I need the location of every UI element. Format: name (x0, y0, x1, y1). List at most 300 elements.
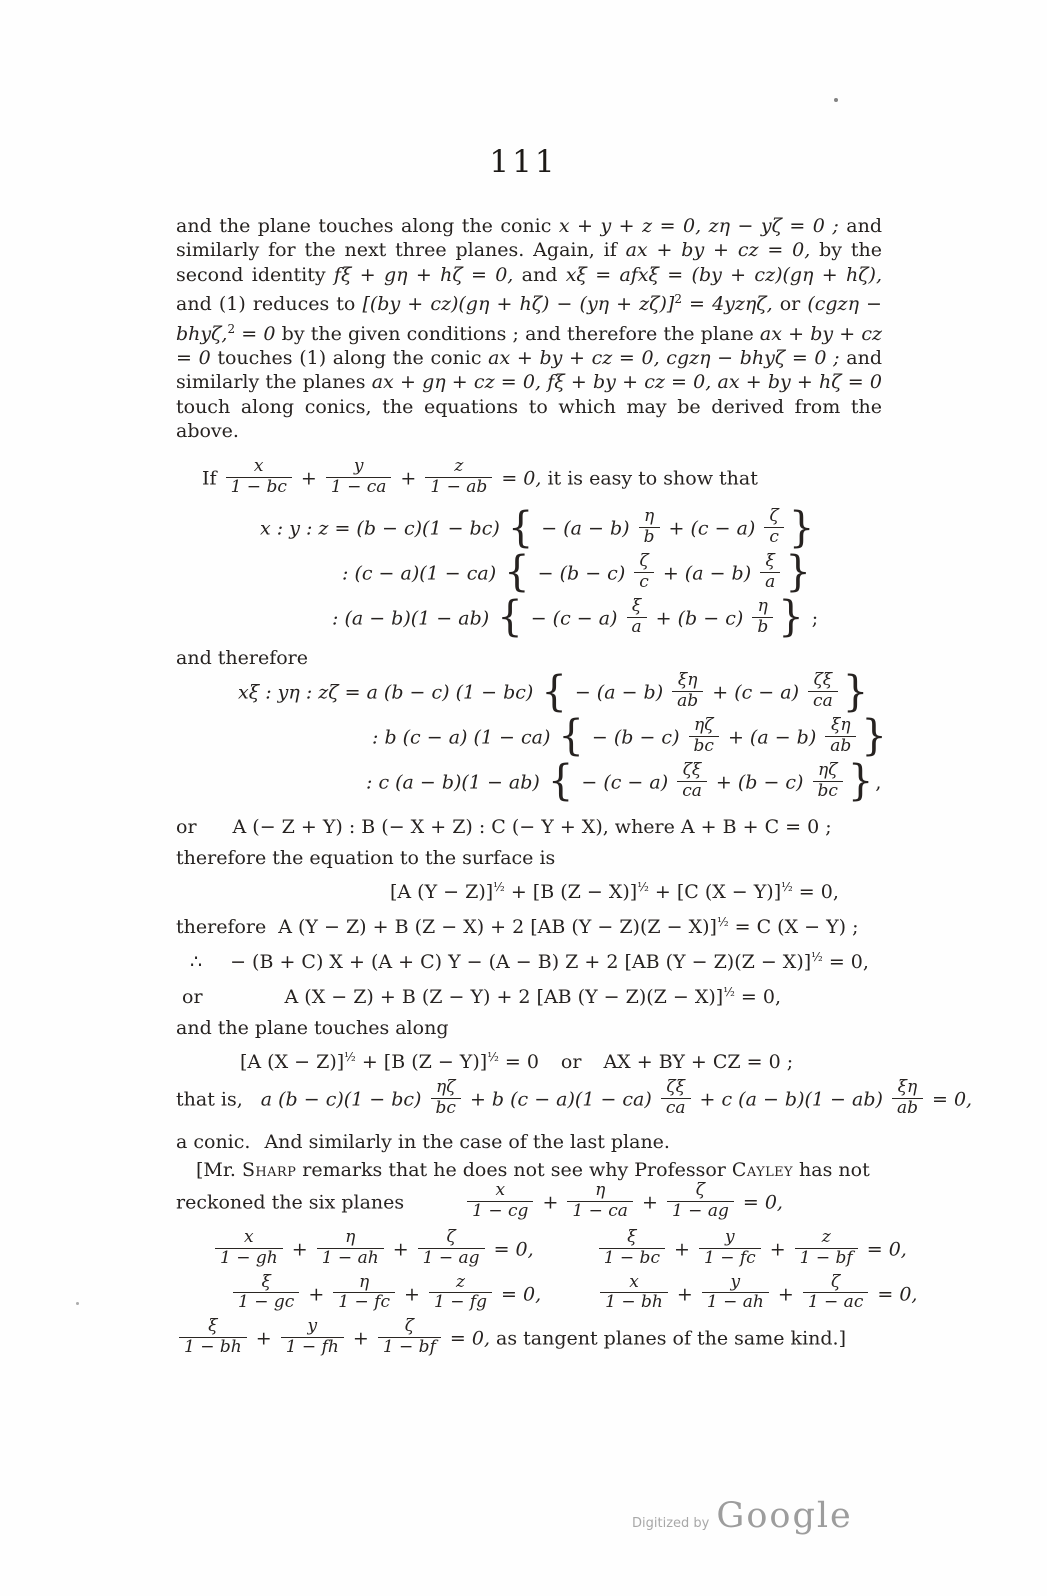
math-run: + c (a − b)(1 − ab) (693, 1088, 889, 1111)
denominator (467, 1201, 533, 1221)
math-run: ηζ (694, 715, 714, 736)
denominator (599, 1248, 665, 1268)
plane-touches-text (176, 1016, 882, 1040)
text-run: by the second identity (176, 239, 883, 286)
numerator (431, 1079, 461, 1098)
numerator (795, 1226, 858, 1248)
math-run: ζξ (813, 670, 833, 691)
surface-equation (390, 874, 882, 905)
math-run: ab (677, 691, 699, 712)
math-run: ξ (261, 1271, 271, 1292)
denominator (431, 1098, 461, 1118)
planes-row-2 (230, 1271, 918, 1315)
superscript: ½ (493, 880, 505, 895)
superscript: ½ (716, 915, 729, 930)
text-run: therefore the equation to the surface is (176, 847, 556, 870)
fraction (892, 1079, 923, 1118)
math-run: ζξ (682, 759, 702, 780)
math-run: ξη (897, 1077, 918, 1098)
superscript: 2 (674, 292, 682, 307)
and-therefore-text (176, 646, 882, 670)
denominator (317, 1248, 384, 1268)
denominator (699, 1248, 761, 1268)
denominator (378, 1337, 441, 1357)
text-run: If (202, 467, 223, 489)
math-run: a (b − c)(1 − bc) (260, 1088, 428, 1111)
math-run: η (757, 595, 768, 616)
numerator (672, 672, 703, 691)
fraction (634, 553, 654, 592)
math-run: − (c − a) (524, 607, 624, 630)
math-run: 1 − ac (807, 1292, 864, 1313)
math-run: + (771, 1282, 800, 1305)
math-run: ab (896, 1098, 918, 1119)
text-run: or (176, 816, 197, 839)
fraction (317, 1226, 384, 1268)
fraction (661, 1079, 691, 1118)
numerator (764, 508, 784, 527)
numerator (567, 1182, 633, 1201)
denominator (639, 527, 660, 547)
math-run: : c (a − b)(1 − ab) (366, 771, 546, 794)
math-run: 1 − fc (703, 1247, 756, 1268)
scan-speck (834, 98, 838, 102)
denominator (567, 1201, 633, 1221)
math-run: = 0, (495, 1282, 542, 1305)
math-run: + (763, 1238, 792, 1261)
math-run: + (302, 1282, 331, 1305)
google-watermark (632, 1496, 853, 1536)
denominator (825, 736, 856, 756)
planes-row-1 (212, 1226, 907, 1270)
numerator (179, 1318, 247, 1337)
math-run: + (a − b) (656, 562, 758, 585)
numerator (627, 595, 647, 617)
denominator (702, 1292, 769, 1312)
numerator (226, 455, 292, 477)
fraction (689, 717, 719, 756)
denominator (418, 1248, 485, 1268)
alternate-equation (182, 979, 882, 1010)
google-logo: Google (716, 1496, 853, 1536)
math-run: 1 − bf (799, 1247, 853, 1268)
math-run: = 0, (495, 467, 542, 489)
math-run: b (643, 527, 655, 548)
math-run: z (454, 455, 464, 476)
superscript: ½ (781, 880, 793, 895)
math-run: x (629, 1271, 639, 1292)
fraction (418, 1226, 485, 1268)
math-run: + (667, 1238, 696, 1261)
if-condition-line (202, 455, 882, 499)
math-run: = 0, (736, 1191, 783, 1214)
text-run: therefore (176, 916, 267, 939)
xyz-proportion-line-3: : (a − b)(1 − ab) { − (c − a) $\frac{\xi}{a}$ + (b − c) $\frac{\eta}{b}$ } ; (332, 592, 819, 642)
math-run: (cgzη − bhyζ, (176, 293, 882, 345)
six-planes-line (176, 1180, 882, 1223)
fraction (467, 1182, 533, 1221)
math-run: ξ (208, 1316, 218, 1337)
fraction (378, 1318, 441, 1357)
math-run: = 4yzηζ, (681, 293, 773, 316)
text-run: AX + BY + CZ = 0 ; (603, 1051, 794, 1074)
denominator (326, 477, 392, 497)
text-run: as tangent planes of the same kind.] (490, 1327, 846, 1350)
fraction (813, 759, 843, 801)
math-run: − (a − b) (568, 681, 670, 704)
text-run: − (B + C) X + (A + C) Y − (A − B) Z + 2 [AB (Y − Z)(Z − X)] (230, 951, 812, 974)
text-run: reckoned the six planes (176, 1191, 405, 1214)
text-run: [A (Y − Z)] (390, 881, 494, 904)
math-run: 1 − cg (472, 1201, 529, 1221)
fraction (677, 759, 707, 801)
math-run: 1 − bc (603, 1247, 660, 1268)
denominator (803, 1292, 869, 1312)
fraction (627, 595, 647, 637)
denominator (892, 1098, 923, 1118)
superscript: 2 (227, 321, 236, 336)
math-run: − (c − a) (575, 771, 675, 794)
math-run: b (757, 616, 769, 637)
page-number: 111 (489, 144, 558, 180)
superscript: ½ (487, 1050, 499, 1065)
text-run: a conic. (176, 1131, 251, 1154)
numerator (599, 1226, 665, 1248)
text-run: by the given conditions ; and therefore the plane (275, 322, 760, 345)
text-run: ∴ (190, 951, 203, 974)
fraction (672, 672, 703, 711)
math-run: ca (813, 691, 833, 712)
text-run: remarks that he does not see why Professor (296, 1159, 732, 1182)
text-run: and therefore (176, 647, 309, 670)
math-run: ηζ (436, 1077, 456, 1098)
fraction (825, 717, 856, 756)
denominator (764, 527, 784, 547)
text-run: touch along conics, the equations to which may be derived from the above. (176, 395, 882, 443)
math-run: 1 − ag (422, 1247, 480, 1268)
math-run: η (345, 1226, 356, 1247)
fraction (600, 1271, 668, 1313)
numerator (326, 455, 392, 477)
hence-equation (190, 944, 882, 975)
fraction (567, 1182, 633, 1221)
math-run: xξ : yη : zζ = a (b − c) (1 − bc) (238, 681, 540, 704)
xi-eta-zeta-line-3: : c (a − b)(1 − ab) { − (c − a) $\frac{\zeta\xi}{ca}$ + (b − c) $\frac{\eta\zeta}{bc}$ } , (366, 756, 882, 806)
numerator (760, 553, 780, 572)
denominator (226, 477, 292, 497)
math-run: ζ (446, 1226, 456, 1247)
denominator (752, 617, 773, 637)
math-run: − (b − c) (531, 562, 632, 585)
math-run: a (765, 571, 776, 592)
numerator (418, 1226, 485, 1248)
math-run: 1 − fh (285, 1337, 339, 1358)
math-run: + (397, 1282, 426, 1305)
math-run: η (595, 1180, 606, 1201)
xi-eta-zeta-line-1: xξ : yη : zζ = a (b − c) (1 − bc) { − (a − b) $\frac{\xi\eta}{ab}$ + (c − a) $\frac{\zeta\xi}{ca}$ } (238, 667, 869, 716)
text-run: , (875, 771, 882, 794)
numerator (639, 508, 660, 527)
numerator (429, 1271, 492, 1293)
math-run: − (a − b) (535, 517, 636, 540)
math-run: ca (665, 1098, 686, 1119)
text-run: = 0, (734, 986, 781, 1009)
math-run: ζ (769, 506, 779, 527)
math-run: xξ = afxξ = (by + cz)(gη + hζ), (565, 263, 882, 286)
math-run: 1 − gc (238, 1292, 295, 1313)
math-run: ζ (695, 1180, 705, 1201)
text-run: or (560, 1051, 582, 1074)
numerator (281, 1318, 344, 1337)
xyz-proportion-line-2: : (c − a)(1 − ca) { − (b − c) $\frac{\zeta}{c}$ + (a − b) $\frac{\xi}{a}$ } (342, 548, 811, 597)
fraction (425, 455, 492, 497)
numerator (600, 1271, 668, 1293)
math-run: [(by + cz)(gη + hζ) − (yη + zζ)] (362, 293, 675, 316)
denominator (627, 617, 647, 637)
math-run: = 0, (925, 1088, 973, 1111)
superscript: ½ (811, 950, 823, 965)
math-run: 1 − ca (572, 1201, 628, 1221)
fraction (803, 1271, 869, 1313)
math-run: = 0, (860, 1238, 907, 1261)
fraction (326, 455, 392, 497)
math-run: bc (817, 780, 838, 801)
math-run: + (249, 1327, 278, 1350)
math-run: = 0, (871, 1282, 918, 1305)
superscript: ½ (723, 985, 735, 1000)
math-run: bc (693, 735, 714, 756)
math-run: ξ (765, 551, 775, 572)
text-run: [A (X − Z)] (240, 1051, 345, 1074)
smallcaps-name: Cayley (731, 1159, 794, 1182)
text-run: A (X − Z) + B (Z − Y) + 2 [AB (Y − Z)(Z − X)] (284, 986, 724, 1009)
math-run: y (725, 1226, 735, 1247)
math-run: + (386, 1238, 415, 1261)
denominator (672, 691, 703, 711)
math-run: + (670, 1282, 699, 1305)
math-run: 1 − ah (321, 1247, 379, 1268)
math-run: η (643, 506, 655, 527)
numerator (333, 1271, 395, 1293)
numerator (752, 595, 773, 617)
text-run: or (772, 293, 808, 316)
math-run: − (b − c) (585, 726, 686, 749)
math-run: ab (830, 735, 852, 756)
math-run: ax + by + cz = 0, (625, 239, 811, 262)
text-run: And similarly in the case of the last plane. (264, 1131, 670, 1154)
math-run: bc (435, 1098, 456, 1119)
numerator (467, 1182, 533, 1201)
numerator (702, 1271, 769, 1293)
scan-speck (76, 1302, 79, 1305)
math-run: = 0, (487, 1238, 534, 1261)
text-run: and similarly for the next three planes. Again, if (176, 215, 882, 262)
sharp-remark-line (176, 1158, 882, 1182)
math-run: 1 − bf (382, 1337, 436, 1358)
conic-remark (176, 1130, 882, 1154)
denominator (215, 1248, 283, 1268)
text-run: + [C (X − Y)] (648, 881, 782, 904)
xyz-proportion-line-1: x : y : z = (b − c)(1 − bc) { − (a − b) $\frac{\eta}{b}$ + (c − a) $\frac{\zeta}{c}$ } (260, 503, 815, 552)
math-run: ζ (404, 1316, 414, 1337)
text-run: touches (1) along the conic (210, 347, 489, 370)
fraction (429, 1271, 492, 1313)
text-run: it is easy to show that (541, 467, 758, 489)
math-run: 1 − bh (184, 1337, 242, 1358)
math-run: + (294, 467, 323, 489)
text-run: A (− Z + Y) : B (− X + Z) : C (− Y + X), where A + B + C = 0 ; (232, 816, 832, 839)
math-run: x + y + z = 0, zη − yζ = 0 ; (558, 215, 839, 237)
math-run: η (359, 1271, 370, 1292)
math-run: ξη (677, 670, 698, 691)
numerator (803, 1271, 869, 1293)
numerator (233, 1271, 299, 1293)
text-run: that is, (176, 1088, 243, 1111)
numerator (378, 1318, 441, 1337)
math-run: c (769, 527, 779, 548)
denominator (333, 1292, 395, 1312)
denominator (425, 477, 492, 497)
text-run: A (Y − Z) + B (Z − X) + 2 [AB (Y − Z)(Z − X)] (278, 916, 717, 939)
denominator (808, 691, 838, 711)
numerator (892, 1079, 923, 1098)
text-run: = C (X − Y) ; (728, 916, 859, 939)
fraction (808, 672, 838, 711)
denominator (600, 1292, 668, 1312)
expanded-equation (176, 909, 882, 940)
abc-proportion-line (176, 814, 882, 840)
text-run: and the plane touches along (176, 1017, 449, 1040)
math-run: 1 − fg (433, 1292, 488, 1313)
denominator (233, 1292, 299, 1312)
numerator (689, 717, 719, 736)
math-run: + (346, 1327, 375, 1350)
math-run: a (631, 616, 642, 637)
math-run: ax + by + cz = 0, cgzη − bhyζ = 0 ; (488, 347, 840, 370)
text-run: and (1) reduces to (176, 293, 363, 316)
fraction (639, 508, 660, 547)
fraction (226, 455, 292, 497)
fraction (752, 595, 773, 637)
fraction (215, 1226, 283, 1268)
denominator (179, 1337, 247, 1357)
math-run: 1 − fc (338, 1292, 390, 1313)
math-run: ξ (631, 595, 642, 616)
fraction (760, 553, 780, 592)
math-run: + (b − c) (649, 607, 750, 630)
denominator (689, 736, 719, 756)
numerator (317, 1226, 384, 1248)
text-run: has not (793, 1159, 870, 1182)
math-run: = 0 (235, 322, 276, 345)
fraction (431, 1079, 461, 1118)
denominator (634, 572, 654, 592)
math-run: ax + by + cz = 0 (176, 322, 883, 370)
math-run: 1 − gh (220, 1247, 278, 1268)
numerator (667, 1182, 734, 1201)
denominator (429, 1292, 492, 1312)
denominator (795, 1248, 858, 1268)
text-run: = 0, (822, 951, 869, 974)
tangent-plane-equation (240, 1044, 882, 1075)
math-run: + (635, 1191, 664, 1214)
text-run: and similarly the planes (176, 347, 882, 394)
math-run: + (536, 1191, 565, 1214)
smallcaps-name: Sharp (241, 1159, 297, 1182)
xi-eta-zeta-line-2: : b (c − a) (1 − ca) { − (b − c) $\frac{\eta\zeta}{bc}$ + (a − b) $\frac{\xi\eta}{ab}$ } (372, 712, 887, 761)
fraction (667, 1182, 734, 1221)
math-run: x (244, 1226, 254, 1247)
math-run: + (a − b) (721, 726, 823, 749)
intro-paragraph (176, 214, 882, 444)
denominator (661, 1098, 691, 1118)
math-run: = 0, (443, 1327, 490, 1350)
math-run: c (639, 571, 649, 592)
math-run: x : y : z = (b − c)(1 − bc) (260, 517, 506, 540)
numerator (813, 759, 843, 781)
text-run: = 0, (792, 881, 839, 904)
math-run: 1 − ab (430, 476, 488, 497)
text-run: and the plane touches along the conic (176, 215, 559, 237)
text-run: or (182, 986, 203, 1009)
fraction (699, 1226, 761, 1268)
numerator (699, 1226, 761, 1248)
watermark-text: Digitized by (632, 1516, 710, 1531)
math-run: ζ (639, 551, 649, 572)
superscript: ½ (344, 1050, 356, 1065)
math-run: + (394, 467, 423, 489)
numerator (825, 717, 856, 736)
fraction (179, 1318, 247, 1357)
text-run: [Mr. (196, 1159, 242, 1182)
planes-row-3 (176, 1316, 882, 1359)
math-run: : (a − b)(1 − ab) (332, 607, 496, 630)
math-run: z (456, 1271, 465, 1292)
fraction (281, 1318, 344, 1357)
denominator (813, 781, 843, 801)
math-run: fξ + gη + hζ = 0, (333, 263, 514, 286)
fraction (702, 1271, 769, 1313)
superscript: ½ (637, 880, 649, 895)
math-run: 1 − ah (706, 1292, 764, 1313)
math-run: z (821, 1226, 831, 1247)
math-run: 1 − ag (671, 1201, 729, 1221)
math-run: 1 − ca (330, 476, 387, 497)
numerator (634, 553, 654, 572)
fraction (795, 1226, 858, 1268)
denominator (760, 572, 780, 592)
math-run: ζ (830, 1271, 841, 1292)
math-run: ζξ (666, 1077, 685, 1098)
math-run: ηζ (818, 759, 838, 780)
numerator (425, 455, 492, 477)
text-run: + [B (Z − X)] (504, 881, 638, 904)
math-run: y (307, 1316, 318, 1337)
math-run: ξη (831, 715, 851, 736)
math-run: ax + gη + cz = 0, fξ + by + cz = 0, ax + by + hζ = 0 (371, 371, 882, 394)
math-run: 1 − bc (230, 476, 287, 497)
fraction (599, 1226, 665, 1268)
fraction (233, 1271, 299, 1313)
math-run: + b (c − a)(1 − ca) (463, 1088, 658, 1111)
denominator (281, 1337, 344, 1357)
fraction (764, 508, 784, 547)
math-run: + (c − a) (706, 681, 806, 704)
math-run: x (253, 455, 264, 476)
math-run: : (c − a)(1 − ca) (342, 562, 503, 585)
math-run: ca (682, 780, 702, 801)
text-run: + [B (Z − Y)] (355, 1051, 488, 1074)
